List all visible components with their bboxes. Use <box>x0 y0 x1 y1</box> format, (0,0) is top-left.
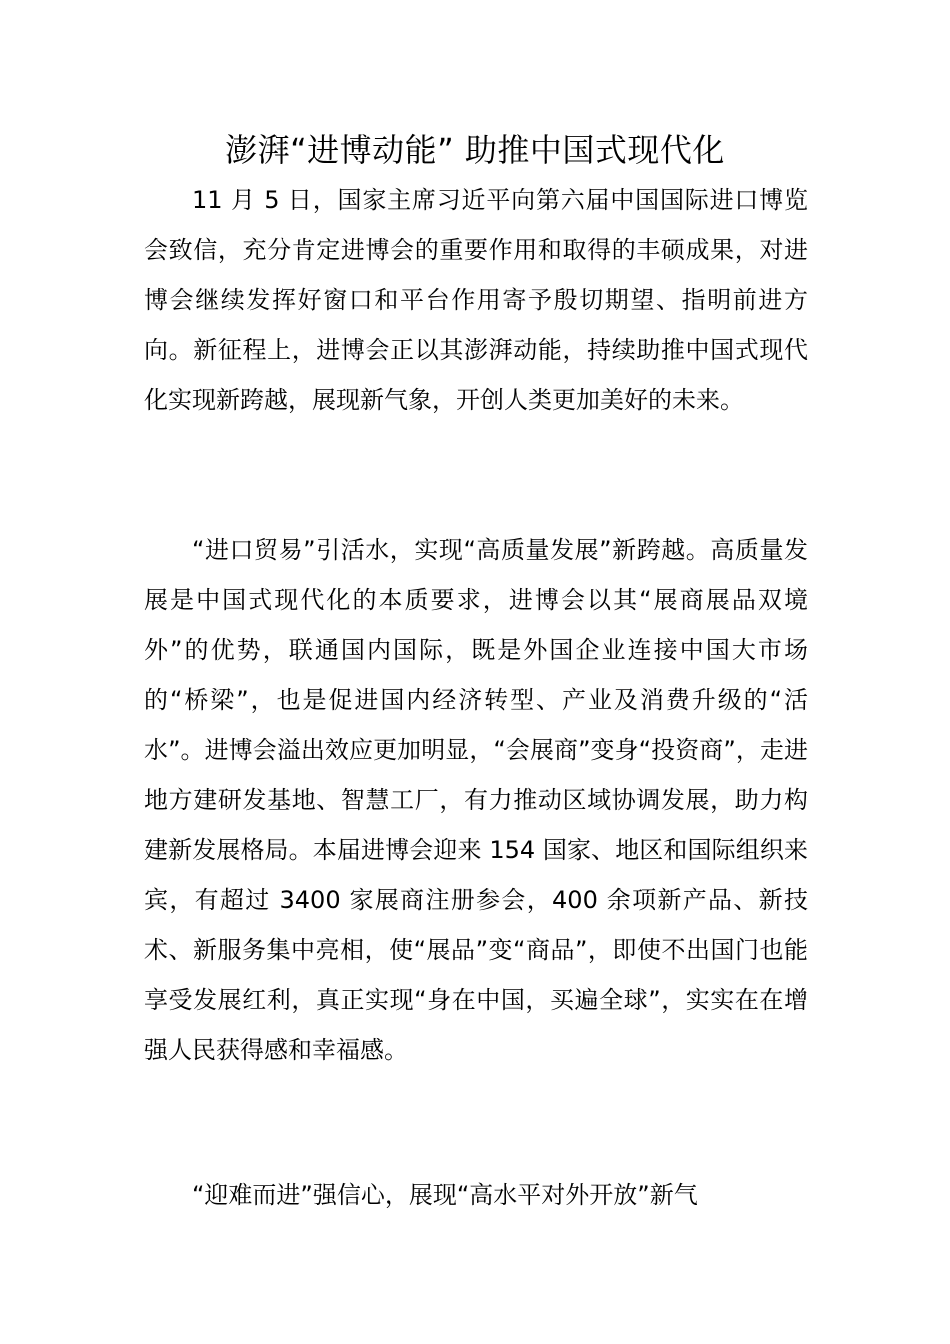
paragraph-1: 11 月 5 日，国家主席习近平向第六届中国国际进口博览会致信，充分肯定进博会的重要作用和取得的丰硕成果，对进博会继续发挥好窗口和平台作用寄予殷切期望、指明前进方向。新征程上，进博会正以其澎湃动能，持续助推中国式现代化实现新跨越，展现新气象，开创人类更加美好的未来。 <box>144 186 808 414</box>
document-title: 澎湃“进博动能” 助推中国式现代化 <box>225 131 725 169</box>
paragraph-2: “进口贸易”引活水，实现“高质量发展”新跨越。高质量发展是中国式现代化的本质要求，进博会以其“展商展品双境外”的优势，联通国内国际，既是外国企业连接中国大市场的“桥梁”，也是促进国内经济转型、产业及消费升级的“活水”。进博会溢出效应更加明显，“会展商”变身“投资商”，走进地方建研发基地、智慧工厂，有力推动区域协调发展，助力构建新发展格局。本届进博会迎来 154 国家、地区和国际组织来宾，有超过 3400 家展商注册参会，400 余项新产品、新技术、新服务集中亮相，使“展品”变“商品”，即使不出国门也能享受发展红利，真正实现“身在中国，买遍全球”，实实在在增强人民获得感和幸福感。 <box>144 536 808 1064</box>
paragraph-3: “迎难而进”强信心，展现“高水平对外开放”新气 <box>192 1181 698 1209</box>
